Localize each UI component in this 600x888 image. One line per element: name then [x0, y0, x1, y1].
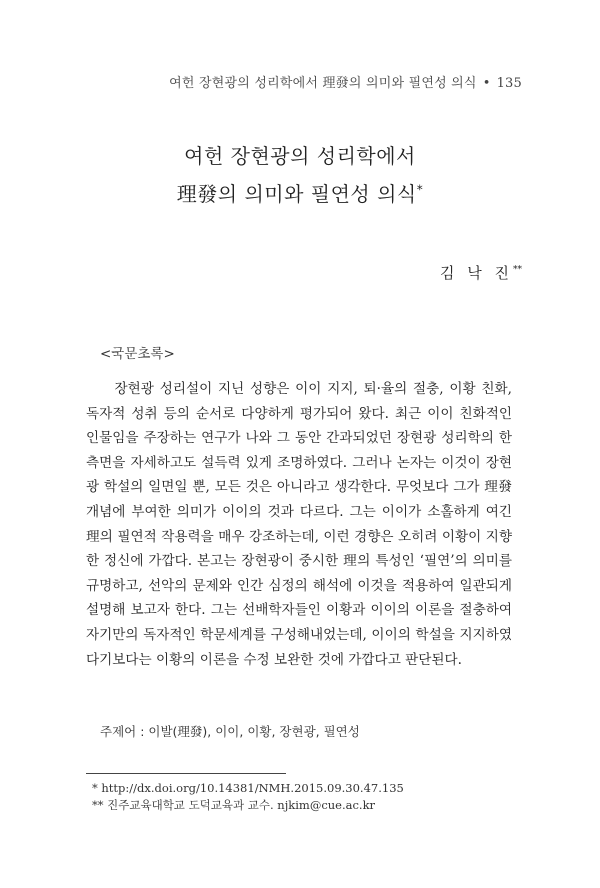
abstract-heading: <국문초록>	[100, 346, 175, 362]
footnote-doi: * http://dx.doi.org/10.14381/NMH.2015.09.30.47.135	[92, 781, 404, 795]
abstract-paragraph: 장현광 성리설이 지닌 성향은 이이 지지, 퇴·율의 절충, 이황 친화, 독자적 성취 등의 순서로 다양하게 평가되어 왔다. 최근 이이 친화적인 인물임을 주장하는 연구가 나와 그 동안 간과되었던 장현광 성리학의 한 측면을 자세하고도 설득력 있게 조명하였다. 그러나 논자는 이것이 장현광 학설의 일면일 뿐, 모든 것은 아니라고 생각한다. 무엇보다 그가 理發 개념에 부여한 의미가 이이의 것과 다르다. 그는 이이가 소홀하게 여긴 理의 필연적 작용력을 매우 강조하는데, 이런 경향은 오히려 이황이 지향한 정신에 가깝다. 본고는 장현광이 중시한 理의 특성인 ‘필연’의 의미를 규명하고, 선악의 문제와 인간 심정의 해석에 이것을 적용하여 일관되게 설명해 보고자 한다. 그는 선배학자들인 이황과 이이의 이론을 절충하여 자기만의 독자적인 학문세계를 구성해내었는데, 이이의 학설을 지지하였다기보다는 이황의 이론을 수정 보완한 것에 가깝다고 판단된다.	[86, 381, 512, 668]
title-line-1	[0, 140, 600, 169]
author-footnote-mark: **	[513, 265, 522, 275]
title-line-2-text: 理發의 의미와 필연성 의식	[176, 182, 417, 206]
author	[440, 262, 522, 283]
footnote-author-affiliation: ** 진주교육대학교 도덕교육과 교수. njkim@cue.ac.kr	[92, 798, 376, 812]
title-footnote-mark: *	[416, 182, 424, 197]
keywords: 주제어 : 이발(理發), 이이, 이황, 장현광, 필연성	[100, 724, 360, 739]
header-bullet: •	[482, 76, 491, 91]
running-title: 여헌 장현광의 성리학에서 理發의 의미와 필연성 의식	[169, 76, 477, 91]
footnote-divider	[86, 773, 286, 774]
title-line-2	[0, 178, 600, 207]
title-line-1-text: 여헌 장현광의 성리학에서	[184, 144, 416, 168]
author-name: 김 낙 진	[439, 264, 513, 282]
abstract-body	[86, 377, 512, 672]
running-header	[169, 72, 522, 91]
page-number: 135	[496, 76, 522, 91]
